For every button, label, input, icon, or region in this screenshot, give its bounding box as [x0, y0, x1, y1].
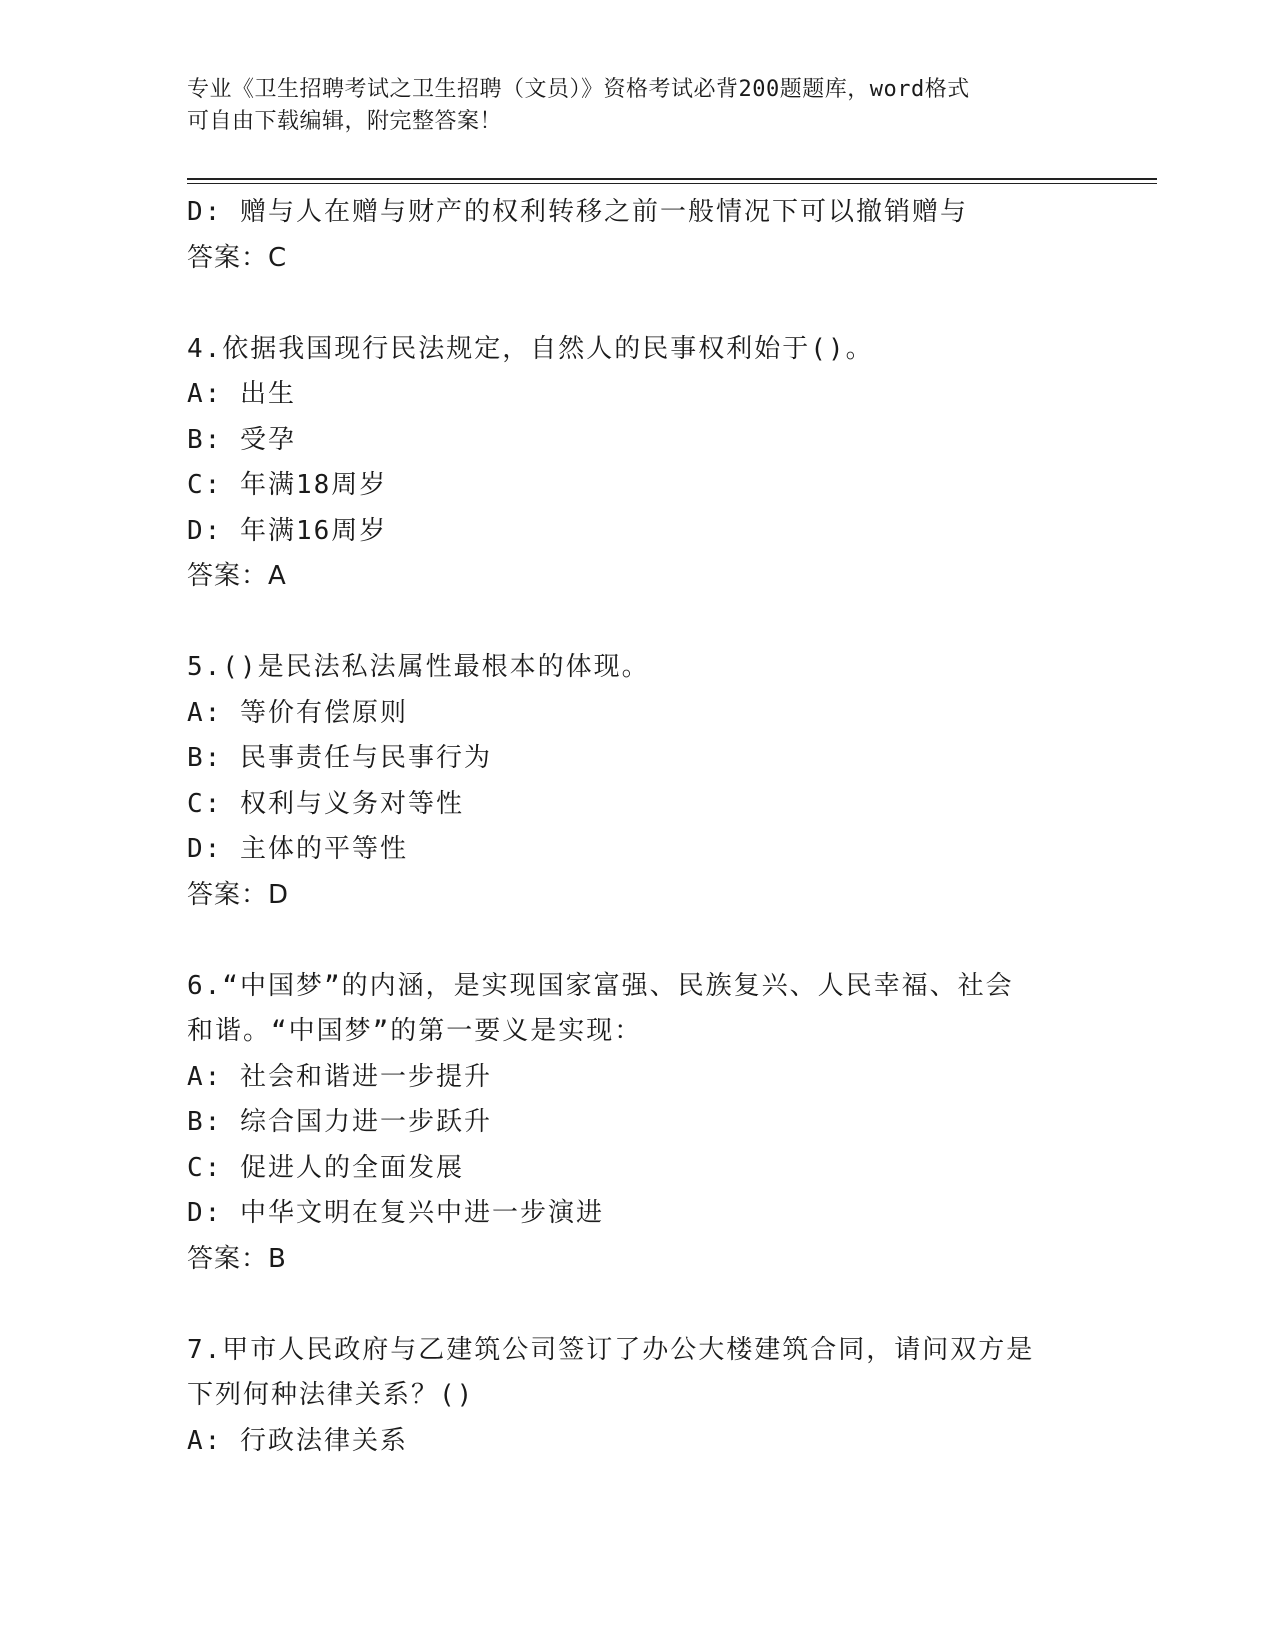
option-b: B: 综合国力进一步跃升: [187, 1107, 492, 1137]
option-c: C: 年满18周岁: [187, 470, 388, 500]
header-divider-thick: [187, 178, 1157, 180]
question-stem: 4.依据我国现行民法规定，自然人的民事权利始于()。: [187, 333, 874, 364]
question-7: [187, 1328, 1127, 1465]
question-stem: 5.()是民法私法属性最根本的体现。: [187, 652, 650, 682]
option-b: B: 受孕: [187, 424, 296, 455]
question-stem-line-2: 和谐。“中国梦”的第一要义是实现：: [187, 1016, 643, 1046]
option-a: A: 等价有偿原则: [187, 697, 408, 728]
question-stem-line-1: 6.“中国梦”的内涵，是实现国家富强、民族复兴、人民幸福、社会: [187, 970, 1014, 1001]
option-d: D: 主体的平等性: [187, 834, 408, 864]
option-d: D: 赠与人在赠与财产的权利转移之前一般情况下可以撤销赠与: [187, 197, 968, 227]
answer-line: 答案：C: [187, 242, 288, 273]
question-fragment: [187, 190, 1127, 281]
option-c: C: 促进人的全面发展: [187, 1152, 464, 1183]
question-list: [187, 190, 1127, 1464]
question-5: [187, 645, 1127, 918]
option-c: C: 权利与义务对等性: [187, 788, 464, 819]
option-a: A: 行政法律关系: [187, 1425, 408, 1456]
document-header: [187, 74, 1087, 138]
answer-line: 答案：A: [187, 561, 287, 591]
header-title-line-1: 专业《卫生招聘考试之卫生招聘（文员）》资格考试必背200题题库，word格式: [187, 77, 970, 102]
option-d: D: 中华文明在复兴中进一步演进: [187, 1198, 604, 1228]
header-divider-thin: [187, 183, 1157, 184]
question-stem-line-2: 下列何种法律关系？(): [187, 1380, 475, 1410]
option-a: A: 出生: [187, 379, 296, 409]
option-d: D: 年满16周岁: [187, 515, 388, 546]
header-title-line-2: 可自由下载编辑，附完整答案！: [187, 109, 503, 134]
question-6: [187, 964, 1127, 1283]
option-b: B: 民事责任与民事行为: [187, 743, 492, 773]
question-4: [187, 327, 1127, 600]
option-a: A: 社会和谐进一步提升: [187, 1061, 492, 1092]
question-stem-line-1: 7.甲市人民政府与乙建筑公司签订了办公大楼建筑合同，请问双方是: [187, 1334, 1035, 1365]
answer-line: 答案：B: [187, 1243, 287, 1274]
answer-line: 答案：D: [187, 879, 290, 910]
